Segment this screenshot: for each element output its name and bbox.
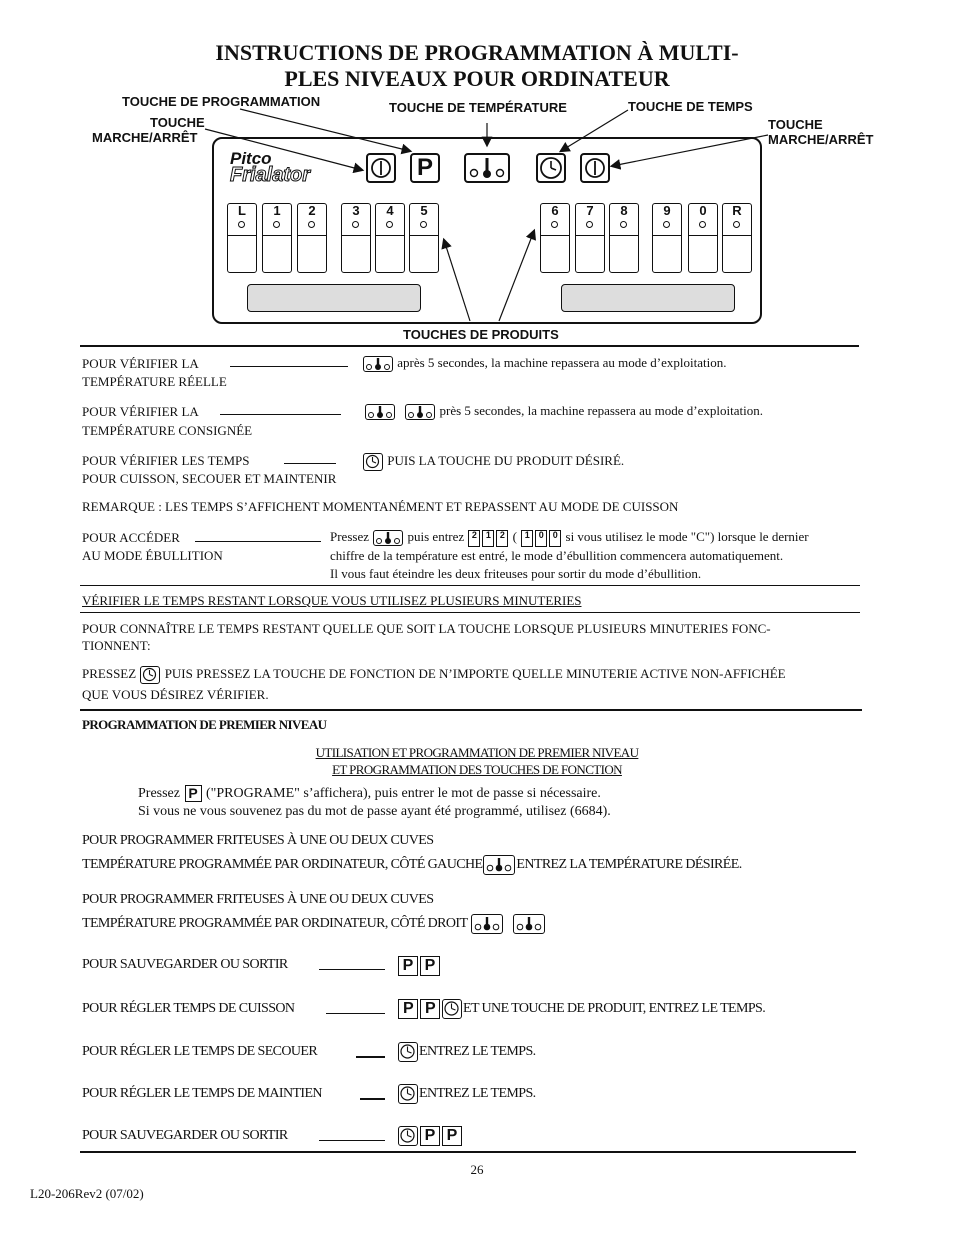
pitco-logo xyxy=(230,151,310,184)
program-key-icon: P xyxy=(420,1126,440,1146)
d1-keys xyxy=(397,999,765,1019)
divider xyxy=(80,345,859,347)
label-onoff-right-1: TOUCHE xyxy=(768,117,823,132)
r4-instruction xyxy=(330,528,809,547)
label-time-key: TOUCHE DE TEMPS xyxy=(628,99,753,114)
program-key-icon: P xyxy=(398,999,418,1019)
b2-label: TEMPÉRATURE PROGRAMMÉE PAR ORDINATEUR, CÔTÉ DROIT xyxy=(82,916,468,932)
leader-line xyxy=(319,969,385,970)
multi-timer-title: VÉRIFIER LE TEMPS RESTANT LORSQUE VOUS UTILISEZ PLUSIEURS MINUTERIES xyxy=(82,593,582,608)
keys-212 xyxy=(467,529,509,548)
multi-timer-q1 xyxy=(82,665,786,684)
g1: POUR SAUVEGARDER OU SORTIR xyxy=(82,1128,288,1143)
d-after: ET UNE TOUCHE DE PRODUIT, ENTREZ LE TEMPS. xyxy=(463,1001,766,1017)
product-key-7[interactable] xyxy=(575,203,605,273)
leader-line xyxy=(220,414,341,415)
temperature-key-icon xyxy=(471,914,503,934)
fryer-control-panel xyxy=(212,137,762,324)
r4-paren: ( xyxy=(512,529,518,544)
b1: POUR PROGRAMMER FRITEUSES À UNE OU DEUX CUVES xyxy=(82,892,434,907)
product-key-5[interactable] xyxy=(409,203,439,273)
product-key-icon: 1 xyxy=(482,530,494,547)
password-note: Si vous ne vous souvenez pas du mot de passe ayant été programmé, utilisez (6684). xyxy=(138,804,611,819)
time-key-icon xyxy=(398,1042,418,1062)
time-key-icon xyxy=(442,999,462,1019)
logo-line2: Frialator xyxy=(230,164,311,186)
temperature-key-icon xyxy=(405,404,435,420)
product-key-label: 8 xyxy=(620,203,628,218)
product-key-label: 5 xyxy=(420,203,428,218)
label-onoff-left-2: MARCHE/ARRÊT xyxy=(92,130,198,145)
product-key-label: R xyxy=(732,203,742,218)
product-key-label: 9 xyxy=(663,203,671,218)
product-key-0[interactable] xyxy=(688,203,718,273)
leader-line xyxy=(356,1056,385,1058)
temperature-key-icon xyxy=(483,855,515,875)
time-key[interactable] xyxy=(536,153,566,183)
r2-label-1: POUR VÉRIFIER LA xyxy=(82,404,199,419)
product-key-label: 0 xyxy=(699,203,707,218)
multi-timer-p1: POUR CONNAÎTRE LE TEMPS RESTANT QUELLE QUE SOIT LA TOUCHE LORSQUE PLUSIEURS MINUTERIES FONC- xyxy=(82,621,771,636)
leader-line xyxy=(319,1140,385,1141)
product-key-label: 4 xyxy=(386,203,394,218)
label-onoff-left-1: TOUCHE xyxy=(150,115,205,130)
divider xyxy=(80,709,862,711)
divider xyxy=(80,612,860,613)
r2-label-2: TEMPÉRATURE CONSIGNÉE xyxy=(82,423,253,438)
c1-keys xyxy=(397,956,441,976)
product-key-icon: 1 xyxy=(521,530,533,547)
display-left xyxy=(247,284,421,312)
time-key-icon xyxy=(363,453,383,471)
r4-pressez: Pressez xyxy=(330,529,369,544)
c1: POUR SAUVEGARDER OU SORTIR xyxy=(82,957,288,972)
product-key-1[interactable] xyxy=(262,203,292,273)
time-key-icon xyxy=(398,1084,418,1104)
a2-label: TEMPÉRATURE PROGRAMMÉE PAR ORDINATEUR, CÔTÉ GAUCHE xyxy=(82,857,483,873)
divider xyxy=(80,1151,856,1153)
section-heading: PROGRAMMATION DE PREMIER NIVEAU xyxy=(82,717,327,732)
program-key[interactable]: P xyxy=(410,153,440,183)
product-key-icon: 0 xyxy=(535,530,547,547)
page-title-line1: INSTRUCTIONS DE PROGRAMMATION À MULTI- xyxy=(215,40,739,65)
multi-timer-pressez: PRESSEZ xyxy=(82,666,137,681)
product-key-label: 2 xyxy=(308,203,316,218)
divider xyxy=(80,585,860,586)
product-key-icon: 0 xyxy=(549,530,561,547)
product-key-8[interactable] xyxy=(609,203,639,273)
display-right xyxy=(561,284,735,312)
b2-line xyxy=(82,914,546,934)
product-key-R[interactable] xyxy=(722,203,752,273)
product-key-icon: 2 xyxy=(468,530,480,547)
r3-label-2: POUR CUISSON, SECOUER ET MAINTENIR xyxy=(82,471,337,486)
r4-text-2: chiffre de la température est entré, le mode d’ébullition commencera automatiquement. xyxy=(330,548,784,563)
r1-text: après 5 secondes, la machine repassera au mode d’exploitation. xyxy=(397,355,727,370)
product-key-icon: 2 xyxy=(496,530,508,547)
time-key-icon xyxy=(398,1126,418,1146)
program-key-icon: P xyxy=(420,999,440,1019)
temperature-key-icon xyxy=(365,404,395,420)
program-key-icon: P xyxy=(398,956,418,976)
pressez-label: Pressez xyxy=(138,786,180,801)
subheading-2: ET PROGRAMMATION DES TOUCHES DE FONCTION xyxy=(332,762,622,777)
product-key-4[interactable] xyxy=(375,203,405,273)
r4-text-3: Il vous faut éteindre les deux friteuses pour sortir du mode d’ébullition. xyxy=(330,566,702,581)
logo-line1: Pitco xyxy=(230,149,272,168)
time-key-icon xyxy=(140,666,160,684)
e1-keys xyxy=(397,1042,536,1062)
product-key-label: 1 xyxy=(273,203,281,218)
pressez-line xyxy=(138,785,601,803)
r3-text: PUIS LA TOUCHE DU PRODUIT DÉSIRÉ. xyxy=(387,453,625,468)
g1-keys xyxy=(397,1126,463,1146)
label-onoff-right-2: MARCHE/ARRÊT xyxy=(768,132,874,147)
r3-instruction xyxy=(362,452,624,471)
remark: REMARQUE : LES TEMPS S’AFFICHENT MOMENTANÉMENT ET REPASSENT AU MODE DE CUISSON xyxy=(82,499,679,514)
multi-timer-p2: TIONNENT: xyxy=(82,638,151,653)
leader-line xyxy=(326,1013,385,1014)
e-after: ENTREZ LE TEMPS. xyxy=(419,1044,536,1060)
product-key-3[interactable] xyxy=(341,203,371,273)
product-key-label: 3 xyxy=(352,203,360,218)
program-key-icon: P xyxy=(185,785,202,802)
r3-label-1: POUR VÉRIFIER LES TEMPS xyxy=(82,453,250,468)
f-after: ENTREZ LE TEMPS. xyxy=(419,1086,536,1102)
a2-after: ENTREZ LA TEMPÉRATURE DÉSIRÉE. xyxy=(516,857,742,873)
label-product-keys: TOUCHES DE PRODUITS xyxy=(403,327,559,342)
product-key-label: 7 xyxy=(586,203,594,218)
product-key-L[interactable] xyxy=(227,203,257,273)
page-title-line2: PLES NIVEAUX POUR ORDINATEUR xyxy=(284,66,670,91)
document-reference: L20-206Rev2 (07/02) xyxy=(30,1186,144,1201)
r1-label-2: TEMPÉRATURE RÉELLE xyxy=(82,374,227,389)
r4-label-1: POUR ACCÉDER xyxy=(82,530,180,545)
leader-line xyxy=(284,463,336,464)
temperature-key-icon xyxy=(513,914,545,934)
r4-text-1: si vous utilisez le mode "C") lorsque le dernier xyxy=(565,529,809,544)
program-key-icon: P xyxy=(442,1126,462,1146)
r2-text: près 5 secondes, la machine repassera au mode d’exploitation. xyxy=(439,403,763,418)
product-key-9[interactable] xyxy=(652,203,682,273)
label-temperature-key: TOUCHE DE TEMPÉRATURE xyxy=(389,100,567,115)
r2-instruction xyxy=(364,402,763,420)
temperature-key-icon xyxy=(363,356,393,372)
r4-puis: puis entrez xyxy=(407,529,465,544)
f1-keys xyxy=(397,1084,536,1104)
leader-line xyxy=(230,366,348,367)
product-key-label: 6 xyxy=(551,203,559,218)
a1: POUR PROGRAMMER FRITEUSES À UNE OU DEUX CUVES xyxy=(82,833,434,848)
r1-label-1: POUR VÉRIFIER LA xyxy=(82,356,199,371)
f1: POUR RÉGLER LE TEMPS DE MAINTIEN xyxy=(82,1086,322,1101)
label-program-key: TOUCHE DE PROGRAMMATION xyxy=(122,94,321,109)
a2-line xyxy=(82,855,742,875)
page-number: 26 xyxy=(470,1162,484,1177)
pressez-rest: ("PROGRAME" s’affichera), puis entrer le mot de passe si nécessaire. xyxy=(206,786,601,801)
onoff-left-key[interactable] xyxy=(366,153,396,183)
temperature-key-icon xyxy=(373,530,403,546)
e1: POUR RÉGLER LE TEMPS DE SECOUER xyxy=(82,1044,318,1059)
leader-line xyxy=(195,541,321,542)
onoff-right-key[interactable] xyxy=(580,153,610,183)
product-key-2[interactable] xyxy=(297,203,327,273)
product-key-label: L xyxy=(238,203,246,218)
subheading-1: UTILISATION ET PROGRAMMATION DE PREMIER NIVEAU xyxy=(315,745,639,760)
leader-line xyxy=(360,1098,385,1100)
temperature-key[interactable] xyxy=(464,153,510,183)
keys-100 xyxy=(520,529,562,548)
d1: POUR RÉGLER TEMPS DE CUISSON xyxy=(82,1001,295,1016)
multi-timer-q2: QUE VOUS DÉSIREZ VÉRIFIER. xyxy=(82,687,269,702)
r1-instruction xyxy=(362,354,726,372)
product-key-6[interactable] xyxy=(540,203,570,273)
r4-label-2: AU MODE ÉBULLITION xyxy=(82,548,223,563)
program-key-icon: P xyxy=(420,956,440,976)
multi-timer-q1-text: PUIS PRESSEZ LA TOUCHE DE FONCTION DE N’IMPORTE QUELLE MINUTERIE ACTIVE NON-AFFICHÉE xyxy=(164,666,786,681)
